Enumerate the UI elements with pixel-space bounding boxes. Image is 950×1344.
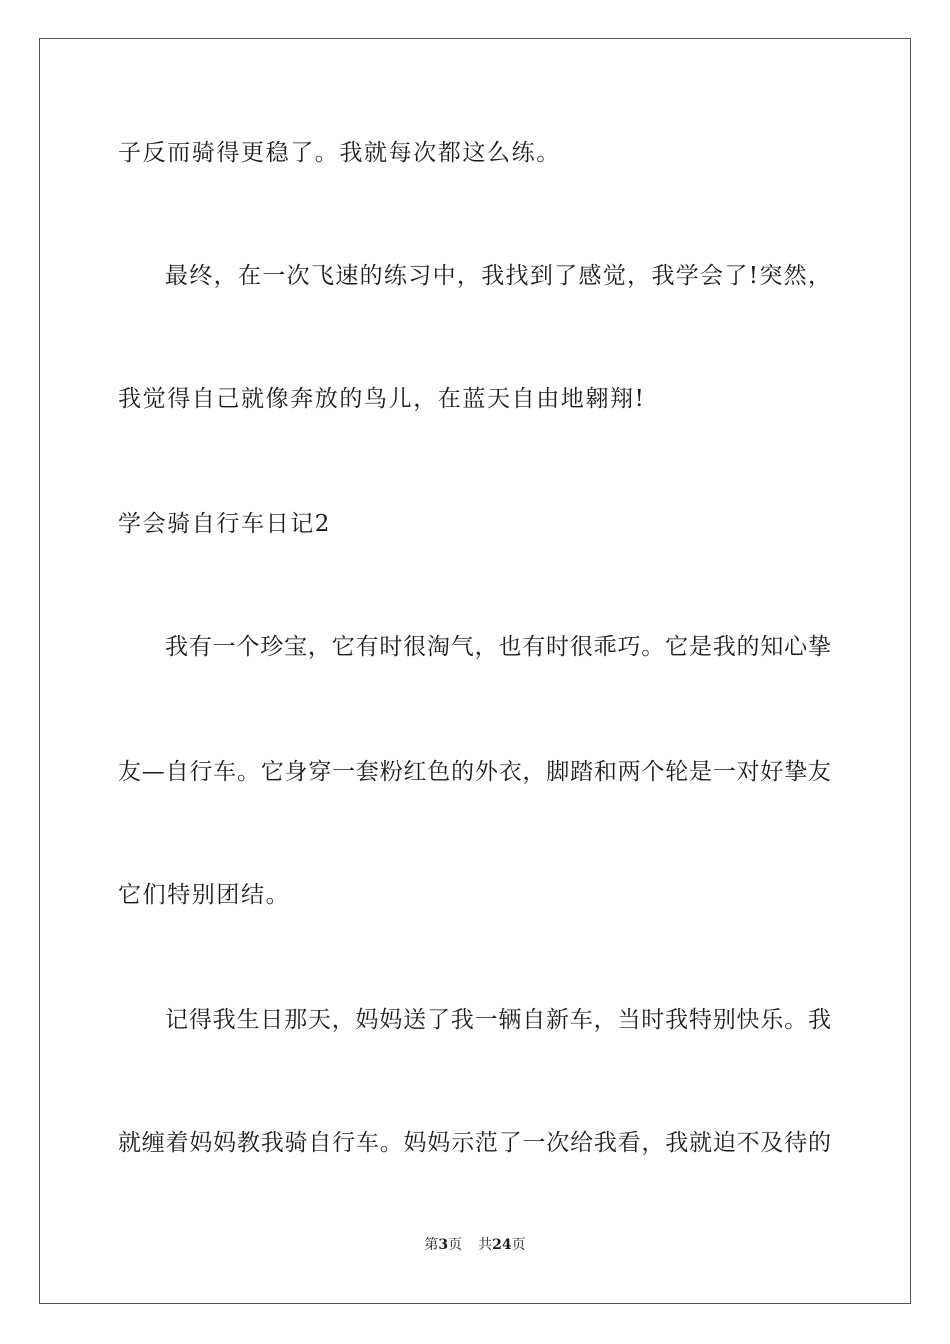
text-line-5: 我有一个珍宝，它有时很淘气，也有时很乖巧。它是我的知心挚: [165, 634, 831, 660]
footer-page-suffix: 页: [448, 1237, 463, 1253]
text-line-2: 最终，在一次飞速的练习中，我找到了感觉，我学会了!突然，: [165, 263, 831, 289]
text-line-1: 子反而骑得更稳了。我就每次都这么练。: [118, 140, 561, 166]
footer-total-suffix: 页: [511, 1237, 526, 1253]
page-footer: [0, 1236, 950, 1254]
footer-prefix: 第: [424, 1237, 439, 1253]
text-line-9: 就缠着妈妈教我骑自行车。妈妈示范了一次给我看，我就迫不及待的: [118, 1130, 831, 1156]
footer-total-pages: 24: [492, 1237, 512, 1253]
text-line-8: 记得我生日那天，妈妈送了我一辆自新车，当时我特别快乐。我: [165, 1007, 831, 1033]
text-line-6: 友—自行车。它身穿一套粉红色的外衣，脚踏和两个轮是一对好挚友: [118, 759, 831, 785]
footer-total-prefix: 共: [478, 1237, 493, 1253]
text-line-3: 我觉得自己就像奔放的鸟儿，在蓝天自由地翱翔!: [118, 386, 646, 412]
section-heading: 学会骑自行车日记2: [118, 511, 332, 537]
page-border: [39, 38, 911, 1304]
footer-page-number: 3: [438, 1237, 449, 1253]
text-line-7: 它们特别团结。: [118, 882, 291, 908]
